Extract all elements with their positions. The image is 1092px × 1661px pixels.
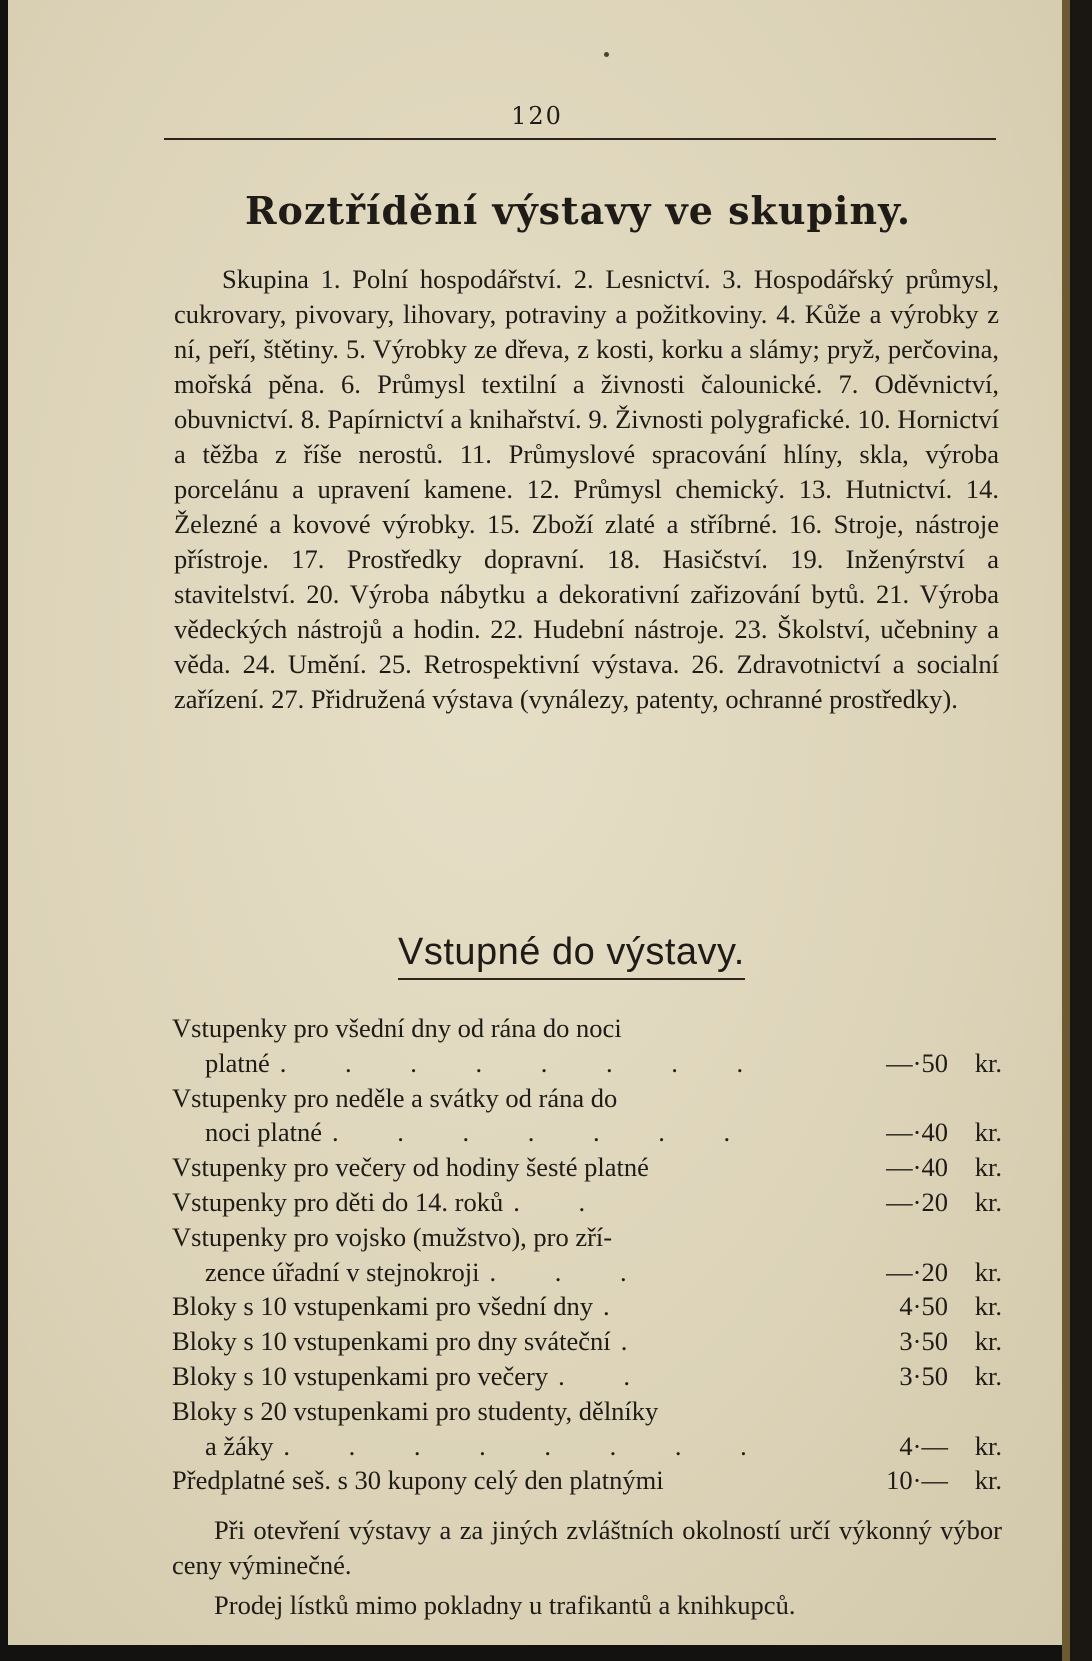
price-row <box>172 1324 1002 1359</box>
price-row <box>172 1220 1002 1290</box>
price-value <box>842 1115 1002 1150</box>
price-currency: kr. <box>974 1256 1002 1287</box>
price-currency: kr. <box>974 1117 1002 1148</box>
page-title: Roztřídění výstavy ve skupiny. <box>244 188 912 233</box>
leader-dots: . . <box>513 1186 612 1217</box>
price-value <box>842 1255 1002 1290</box>
price-value <box>842 1046 1002 1081</box>
price-currency: kr. <box>974 1465 1002 1496</box>
price-value <box>842 1429 1002 1464</box>
note-ticket-sales: Prodej lístků mimo pokladny u trafikantů a knihkupců. <box>214 1590 796 1620</box>
price-label-line: Bloky s 10 vstupenkami pro dny sváteční <box>172 1326 611 1357</box>
leader-dots: . . . . . . . . <box>279 1047 770 1078</box>
price-label-line: Bloky s 10 vstupenkami pro všední dny <box>172 1291 594 1322</box>
price-value <box>842 1185 1002 1220</box>
price-label-line: Vstupenky pro děti do 14. roků <box>172 1186 504 1217</box>
exhibition-groups-paragraph: Skupina 1. Polní hospodářství. 2. Lesnictví. 3. Hospodářský průmysl, cukrovary, pivovary, lihovary, potraviny a požitkoviny. 4. Kůže a výrobky z ní, peří, štětiny. 5. Výrobky ze dřeva, z kosti, korku a slámy; pryž, perčovina, mořská pěna. 6. Průmysl textilní a živnosti čalounické. 7. Oděvnictví, obuvnictví. 8. Papírnictví a knihařství. 9. Živnosti polygrafické. 10. Hornictví a těžba z říše nerostů. 11. Průmyslové spracování hlíny, skla, výroba porcelánu a upravení kamene. 12. Průmysl chemický. 13. Hutnictví. 14. Železné a kovové výrobky. 15. Zboží zlaté a stříbrné. 16. Stroje, nástroje přístroje. 17. Prostředky dopravní. 18. Hasičství. 19. Inženýrství a stavitelství. 20. Výroba nábytku a dekorativní zařizování bytů. 21. Výroba vědeckých nástrojů a hodin. 22. Hudební nástroje. 23. Školství, učebniny a věda. 24. Umění. 25. Retrospektivní výstava. 26. Zdravotnictví a socialní zařízení. 27. Přidružená výstava (vynálezy, patenty, ochranné prostředky). <box>174 264 999 714</box>
price-label-line: Vstupenky pro vojsko (mužstvo), pro zří- <box>172 1221 613 1252</box>
leader-dots: . <box>620 1326 654 1357</box>
price-amount: —·20 <box>886 1256 948 1287</box>
price-label-line: Vstupenky pro všední dny od rána do noci <box>172 1013 622 1043</box>
page-edge <box>1062 0 1070 1661</box>
leader-dots: . <box>603 1291 636 1322</box>
header-rule <box>164 138 996 140</box>
price-row <box>172 1185 1002 1220</box>
price-currency: kr. <box>974 1152 1002 1183</box>
price-value <box>842 1359 1002 1394</box>
price-label-continuation <box>172 1046 830 1081</box>
price-amount: —·20 <box>886 1186 948 1217</box>
price-label-text: noci platné <box>205 1117 322 1148</box>
price-label-line: Předplatné seš. s 30 kupony celý den platnými <box>172 1465 664 1496</box>
price-row <box>172 1463 1002 1498</box>
price-label-text: zence úřadní v stejnokroji <box>205 1256 480 1287</box>
book-page <box>8 0 1066 1645</box>
price-amount: —·40 <box>886 1117 948 1148</box>
price-amount: 10·— <box>886 1465 948 1496</box>
price-currency: kr. <box>974 1186 1002 1217</box>
price-currency: kr. <box>974 1430 1002 1461</box>
price-label-text: platné <box>205 1047 270 1078</box>
page-number: 120 <box>511 102 563 130</box>
leader-dots: . . <box>558 1360 656 1391</box>
price-label-line: Vstupenky pro večery od hodiny šesté platné <box>172 1152 649 1183</box>
price-currency: kr. <box>974 1291 1002 1322</box>
price-value <box>842 1150 1002 1185</box>
price-currency: kr. <box>974 1326 1002 1357</box>
price-row <box>172 1011 1002 1081</box>
price-value <box>842 1324 1002 1359</box>
leader-dots: . . . . . . . . <box>283 1430 773 1461</box>
price-amount: 3·50 <box>899 1326 948 1357</box>
price-row <box>172 1150 1002 1185</box>
admission-price-list <box>172 1011 1002 1498</box>
leader-dots: . . . <box>489 1256 653 1287</box>
price-row <box>172 1394 1002 1464</box>
price-value <box>842 1289 1002 1324</box>
price-row <box>172 1289 1002 1324</box>
note-opening-prices: Při otevření výstavy a za jiných zvláštních okolností určí výkonný výbor ceny výminečné. <box>172 1515 1002 1580</box>
price-amount: 3·50 <box>899 1360 948 1391</box>
price-currency: kr. <box>974 1360 1002 1391</box>
admission-title: Vstupné do výstavy. <box>398 928 745 980</box>
leader-dots: . . . . . . . <box>332 1117 757 1148</box>
price-label-line: Vstupenky pro neděle a svátky od rána do <box>172 1082 618 1113</box>
price-currency: kr. <box>974 1047 1002 1078</box>
price-label-continuation <box>172 1255 830 1290</box>
price-label-continuation <box>172 1429 830 1464</box>
price-row <box>172 1359 1002 1394</box>
price-amount: 4·— <box>899 1430 948 1461</box>
price-row <box>172 1081 1002 1151</box>
price-amount: —·40 <box>886 1152 948 1183</box>
price-label-continuation <box>172 1115 830 1150</box>
price-amount: —·50 <box>886 1047 948 1078</box>
price-label-line: Bloky s 10 vstupenkami pro večery <box>172 1360 549 1391</box>
scan-border <box>1070 0 1092 1661</box>
price-amount: 4·50 <box>899 1291 948 1322</box>
print-speck <box>604 52 609 57</box>
price-value <box>842 1463 1002 1498</box>
price-label-line: Bloky s 20 vstupenkami pro studenty, dělníky <box>172 1395 659 1426</box>
price-label-text: a žáky <box>205 1430 274 1461</box>
